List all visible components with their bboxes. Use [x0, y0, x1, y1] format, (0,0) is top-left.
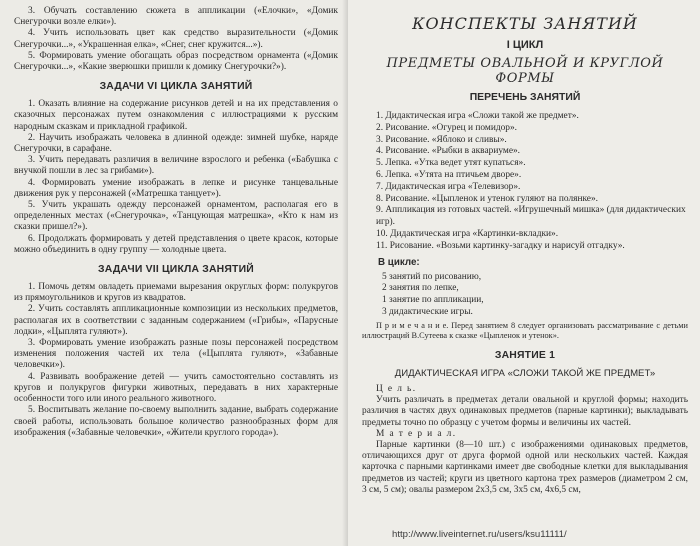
- lesson-list-item: 9. Аппликация из готовых частей. «Игрушечный мишка» (для дидактических игр).: [376, 205, 686, 228]
- cycle-summary-item: 5 занятий по рисованию,: [382, 271, 482, 282]
- source-watermark: http://www.liveinternet.ru/users/ksu11111/: [392, 529, 567, 540]
- section-7-item: 3. Формировать умение изображать разные позы персонажей посредством изменения положения частей их тела («Цыплята гуляют», «Забавные человечки»).: [14, 338, 338, 371]
- section-6-item: 1. Оказать влияние на содержание рисунков детей и на их представления о сказочных персонажах путем ознакомления с иллюстрациями к русским народным сказкам и прикладной графикой.: [14, 99, 338, 132]
- lesson-1-heading: ЗАНЯТИЕ 1: [494, 349, 556, 361]
- note-label: П р и м е ч а н и е.: [376, 320, 449, 330]
- intro-item: 5. Формировать умение обогащать образ посредством орнамента («Домик Снегурочки...», «Какие зверюшки пришли к домику Снегурочки?»).: [14, 50, 338, 73]
- material-label: М а т е р и а л.: [376, 428, 457, 439]
- lesson-list-item: 1. Дидактическая игра «Сложи такой же предмет».: [376, 111, 579, 121]
- lesson-list-item: 5. Лепка. «Утка ведет утят купаться».: [376, 158, 526, 169]
- lesson-1-title: ДИДАКТИЧЕСКАЯ ИГРА «СЛОЖИ ТАКОЙ ЖЕ ПРЕДМЕТ»: [394, 367, 656, 379]
- note: [362, 321, 688, 342]
- cycle-label: I ЦИКЛ: [506, 39, 544, 51]
- lesson-list-heading: ПЕРЕЧЕНЬ ЗАНЯТИЙ: [469, 92, 581, 103]
- section-6-item: 6. Продолжать формировать у детей представления о цвете красок, которые можно объединить в одну группу — холодные цвета.: [14, 233, 338, 255]
- section-6-item: 2. Научить изображать человека в длинной одежде: зимней шубке, наряде Снегурочки, в сарафане.: [14, 132, 338, 155]
- left-page: [0, 0, 348, 546]
- section-6-title: ЗАДАЧИ VI ЦИКЛА ЗАНЯТИЙ: [99, 81, 253, 93]
- section-title: КОНСПЕКТЫ ЗАНЯТИЙ: [412, 14, 638, 33]
- intro-item: 4. Учить использовать цвет как средство выразительности («Домик Снегурочки...», «Украшенная елка», «Снег, снег кружится...»).: [14, 28, 338, 50]
- cycle-summary-heading: В цикле:: [378, 256, 420, 268]
- cycle-title: ПРЕДМЕТЫ ОВАЛЬНОЙ И КРУГЛОЙ ФОРМЫ: [386, 56, 664, 86]
- cycle-summary-item: 3 дидактические игры.: [382, 306, 473, 317]
- cycle-summary-item: 1 занятие по аппликации,: [382, 295, 484, 306]
- lesson-list-item: 11. Рисование. «Возьми картинку-загадку и нарисуй отгадку».: [376, 240, 625, 251]
- note-text: Перед занятием 8 следует организовать рассматривание с детьми иллюстраций В.Сутеева к сказке «Цыпленок и утенок».: [362, 320, 688, 341]
- section-7-item: 1. Помочь детям овладеть приемами вырезания округлых форм: полукругов из прямоугольников и кругов из квадратов.: [14, 282, 338, 304]
- section-6-item: 4. Формировать умение изображать в лепке и рисунке танцевальные движения рук у персонажей («Матрешка танцует»).: [14, 177, 338, 199]
- section-7-item: 2. Учить составлять аппликационные композиции из нескольких предметов, располагая их в соответствии с заданным содержанием («Грибы», «Парусные лодки», «Цыплята гуляют»).: [14, 304, 338, 337]
- cycle-summary-item: 2 занятия по лепке,: [382, 283, 459, 294]
- lesson-list-item: 8. Рисование. «Цыпленок и утенок гуляют на полянке».: [376, 193, 598, 204]
- lesson-list-item: 3. Рисование. «Яблоко и сливы».: [376, 134, 507, 145]
- section-7-title: ЗАДАЧИ VII ЦИКЛА ЗАНЯТИЙ: [98, 264, 254, 276]
- lesson-list-item: 4. Рисование. «Рыбки в аквариуме».: [376, 146, 521, 157]
- section-7-item: 4. Развивать воображение детей — учить самостоятельно составлять из кругов и полукругов фигурки животных, передавать в них характерные особенности того или иного реального животного.: [14, 371, 338, 405]
- goal-label: Ц е л ь.: [376, 383, 417, 394]
- goal-text: Учить различать в предметах детали овальной и круглой формы; находить различия в частях двух одинаковых предметов (парные картинки); выкладывать предметы точно по образцу с учетом формы и величины их частей.: [362, 395, 688, 428]
- lesson-list-item: 6. Лепка. «Утята на птичьем дворе».: [376, 169, 522, 180]
- intro-item: 3. Обучать составлению сюжета в аппликации («Елочки», «Домик Снегурочки возле елки»).: [14, 6, 338, 28]
- material-text: Парные картинки (8—10 шт.) с изображениями одинаковых предметов, отличающихся друг от друга формой одной или нескольких частей. Каждая карточка с парными картинками имеет две свободные клетки для выкладывания предметов из частей; круги из цветного картона трех размеров (диаметром 2 см, 3 см, 5 см); овалы размером 2х3,5 см, 3х5 см, 4х6,5 см,: [362, 439, 688, 495]
- section-6-item: 3. Учить передавать различия в величине взрослого и ребенка («Бабушка с внучкой пошли в лес за грибами»).: [14, 155, 338, 177]
- section-6-item: 5. Учить украшать одежду персонажей орнаментом, располагая его в определенных местах («Снегурочка», «Танцующая матрешка», «Кто к нам из сказки пришел?»).: [14, 200, 338, 233]
- lesson-list-item: 10. Дидактическая игра «Картинки-вкладки».: [376, 228, 559, 239]
- section-7-item: 5. Воспитывать желание по-своему выполнить задание, выбрать содержание своей работы, использовать большое количество разнообразных форм для изображения («Забавные человечки», «Жители круглого города»).: [14, 405, 338, 438]
- lesson-list-item: 7. Дидактическая игра «Телевизор».: [376, 181, 521, 192]
- lesson-list-item: 2. Рисование. «Огурец и помидор».: [376, 122, 518, 133]
- right-page: [348, 0, 700, 546]
